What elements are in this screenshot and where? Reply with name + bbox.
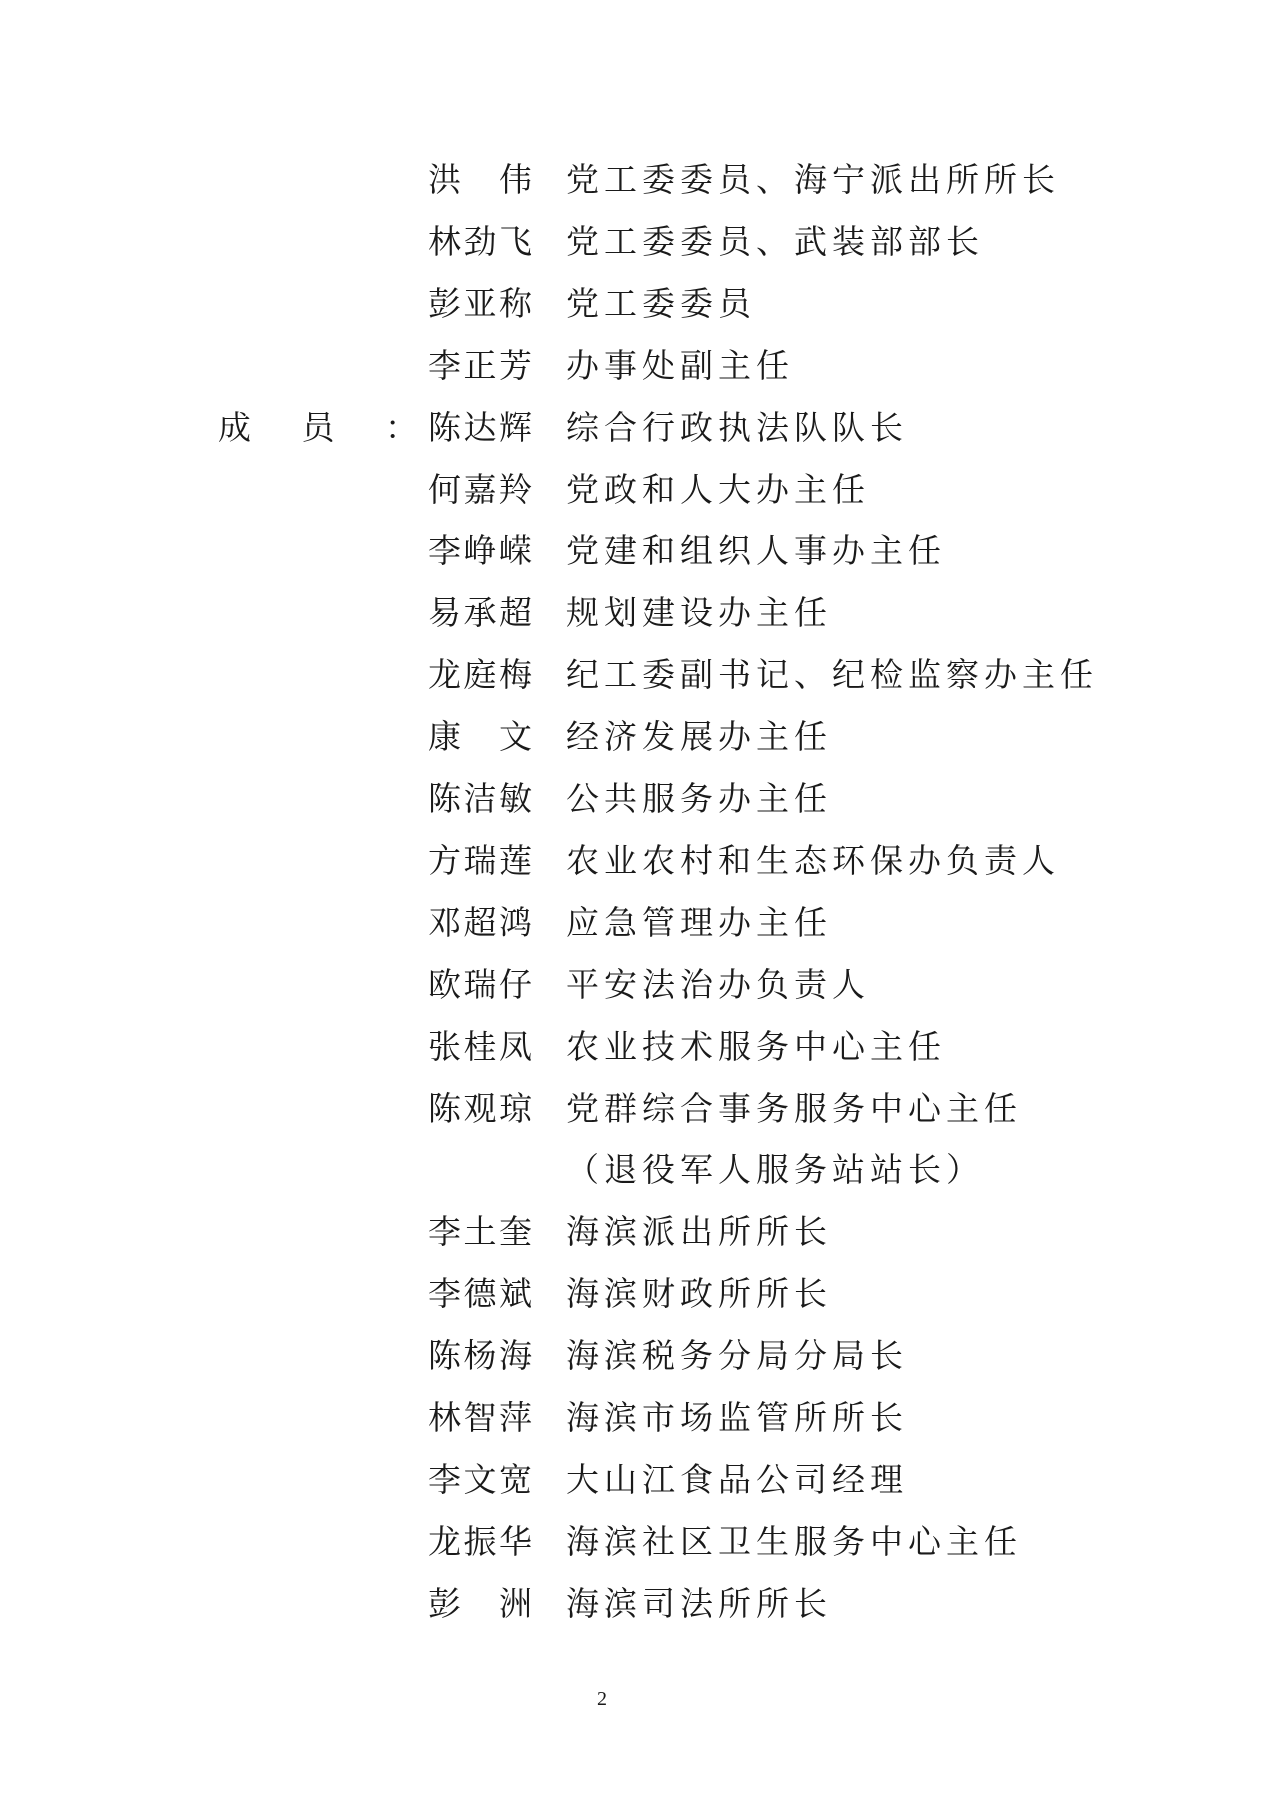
member-row xyxy=(0,155,1280,205)
member-row xyxy=(0,465,1280,515)
member-row xyxy=(0,1022,1280,1072)
member-title: 党群综合事务服务中心主任 xyxy=(566,1088,1022,1128)
member-name: 李 文 宽 xyxy=(428,1459,532,1499)
member-title: 海滨市场监管所所长 xyxy=(566,1398,908,1437)
member-row xyxy=(0,588,1280,638)
members-label: 成 员 ： xyxy=(218,407,418,447)
member-title: 党工委委员 xyxy=(566,283,756,323)
member-name: 李 峥 嵘 xyxy=(428,531,532,571)
member-name: 康 文 xyxy=(428,717,532,757)
member-title: 海滨财政所所长 xyxy=(566,1274,832,1314)
member-title: 海滨社区卫生服务中心主任 xyxy=(566,1521,1022,1561)
member-row xyxy=(0,279,1280,329)
member-row xyxy=(0,898,1280,948)
member-row xyxy=(0,1207,1280,1257)
member-title-continuation: （退役军人服务站站长） xyxy=(566,1150,984,1190)
member-name: 洪 伟 xyxy=(428,160,532,199)
member-title: 农业农村和生态环保办负责人 xyxy=(566,840,1060,880)
member-name: 龙 振 华 xyxy=(428,1521,532,1561)
member-row xyxy=(0,960,1280,1010)
member-row xyxy=(0,1455,1280,1505)
member-row xyxy=(0,1579,1280,1629)
member-name: 林 智 萍 xyxy=(428,1398,532,1437)
page-number: 2 xyxy=(597,1688,607,1710)
member-name: 张 桂 凤 xyxy=(428,1026,532,1066)
member-title: 纪工委副书记、纪检监察办主任 xyxy=(566,655,1098,695)
member-title: 党政和人大办主任 xyxy=(566,469,870,509)
member-name: 陈 杨 海 xyxy=(428,1336,532,1376)
member-title: 规划建设办主任 xyxy=(566,593,832,633)
member-title: 党建和组织人事办主任 xyxy=(566,531,946,571)
member-title: 综合行政执法队队长 xyxy=(566,407,908,447)
member-row xyxy=(0,650,1280,700)
member-title: 办事处副主任 xyxy=(566,345,794,385)
member-title: 平安法治办负责人 xyxy=(566,964,870,1004)
member-row xyxy=(0,403,1280,453)
member-row xyxy=(0,1269,1280,1319)
member-row xyxy=(0,526,1280,576)
member-name: 邓 超 鸿 xyxy=(428,902,532,942)
member-row xyxy=(0,341,1280,391)
member-title: 农业技术服务中心主任 xyxy=(566,1026,946,1066)
member-title: 海滨司法所所长 xyxy=(566,1583,832,1623)
member-name: 何 嘉 羚 xyxy=(428,469,532,509)
member-row xyxy=(0,1393,1280,1443)
member-title: 公共服务办主任 xyxy=(566,779,832,818)
member-name: 林 劲 飞 xyxy=(428,221,532,261)
member-title: 应急管理办主任 xyxy=(566,902,832,942)
member-row xyxy=(0,1517,1280,1567)
member-name: 李 正 芳 xyxy=(428,345,532,385)
member-name: 方 瑞 莲 xyxy=(428,840,532,880)
member-title: 大山江食品公司经理 xyxy=(566,1459,908,1499)
member-row xyxy=(0,836,1280,886)
member-name: 欧 瑞 仔 xyxy=(428,964,532,1004)
member-name: 易 承 超 xyxy=(428,593,532,633)
member-row xyxy=(0,1331,1280,1381)
member-name: 李 土 奎 xyxy=(428,1212,532,1252)
member-name: 彭 亚 称 xyxy=(428,283,532,323)
member-name: 陈 洁 敏 xyxy=(428,779,532,818)
member-title: 党工委委员、海宁派出所所长 xyxy=(566,160,1060,199)
member-name: 陈 观 琼 xyxy=(428,1088,532,1128)
member-title: 海滨派出所所长 xyxy=(566,1212,832,1252)
member-title-continuation-row xyxy=(0,1145,1280,1195)
member-name: 龙 庭 梅 xyxy=(428,655,532,695)
member-row xyxy=(0,217,1280,267)
member-title: 海滨税务分局分局长 xyxy=(566,1336,908,1376)
member-name: 陈 达 辉 xyxy=(428,407,532,447)
member-row xyxy=(0,1084,1280,1134)
member-title: 党工委委员、武装部部长 xyxy=(566,221,984,261)
member-row xyxy=(0,774,1280,824)
member-title: 经济发展办主任 xyxy=(566,717,832,757)
member-name: 彭 洲 xyxy=(428,1583,532,1623)
member-name: 李 德 斌 xyxy=(428,1274,532,1314)
member-row xyxy=(0,712,1280,762)
